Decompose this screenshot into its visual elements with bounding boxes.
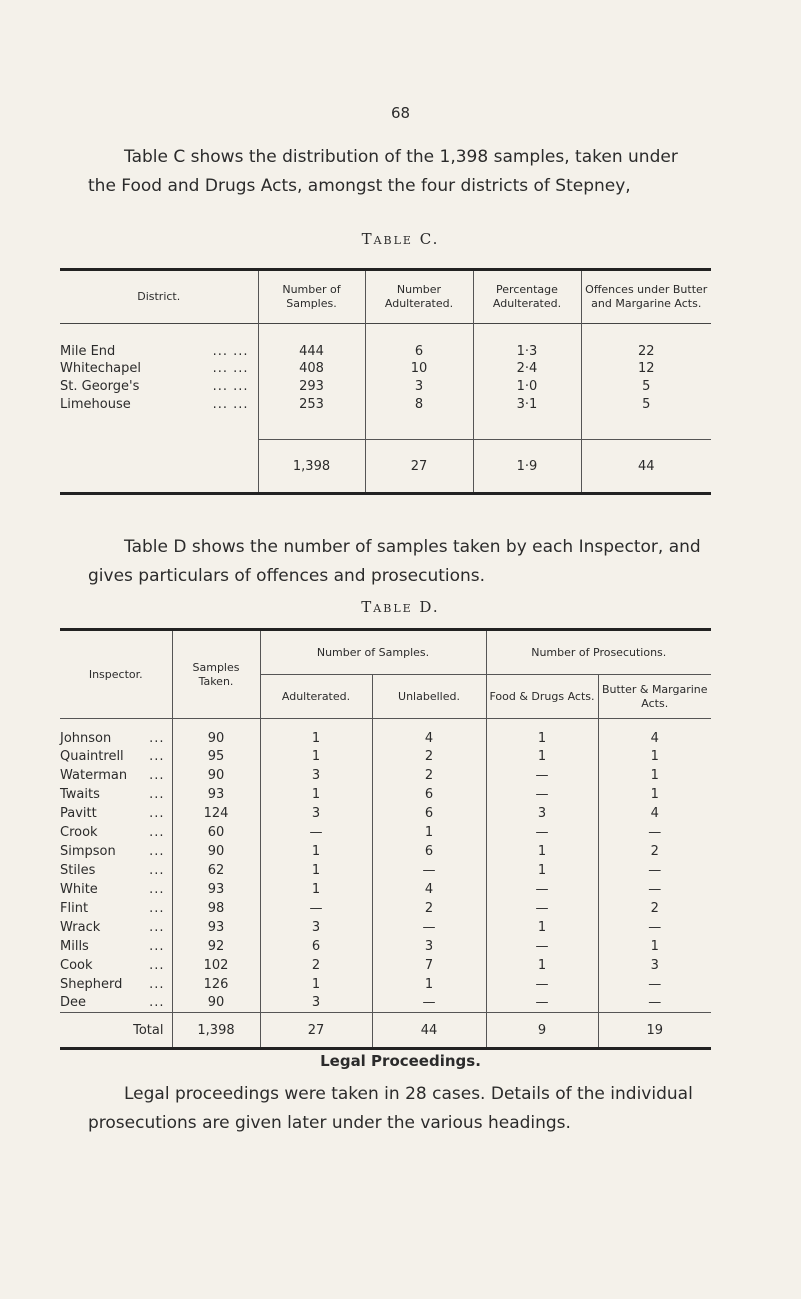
- table-cell-unlabelled: 1: [372, 975, 486, 994]
- table-row: [60, 719, 711, 747]
- table-cell-samples: 444: [258, 324, 365, 360]
- leader-dots: ...: [149, 957, 165, 973]
- table-cell-taken: 62: [172, 861, 260, 880]
- totals-row: [60, 1013, 711, 1049]
- inspector-cell: [60, 766, 172, 785]
- table-cell-offences: 12: [637, 361, 655, 376]
- table-cell-unlabelled: 6: [372, 804, 486, 823]
- inspector-name: Twaits: [60, 786, 100, 802]
- table-cell-percentage: 1·3: [473, 324, 581, 360]
- total-offences: 44: [637, 458, 655, 474]
- table-cell-adulterated: 2: [260, 956, 372, 975]
- district-cell: [60, 324, 258, 360]
- inspector-name: Mills: [60, 938, 89, 954]
- table-cell-unlabelled: 3: [372, 937, 486, 956]
- total-food: 9: [486, 1013, 598, 1049]
- table-cell-butter: —: [648, 995, 662, 1011]
- leader-dots: ...: [149, 976, 165, 992]
- table-cell-samples: 293: [258, 378, 365, 396]
- empty-cell: [60, 440, 258, 494]
- leader-dots: ... ...: [212, 343, 249, 359]
- table-cell-taken: 102: [172, 956, 260, 975]
- table-cell-taken: 93: [172, 880, 260, 899]
- table-cell-adulterated: 1: [260, 975, 372, 994]
- table-cell-unlabelled: 6: [372, 842, 486, 861]
- table-d: [60, 628, 711, 1050]
- table-cell-offences: 22: [637, 343, 655, 359]
- spacer-cell: [581, 414, 711, 440]
- inspector-cell: [60, 861, 172, 880]
- table-cell-food: 1: [486, 956, 598, 975]
- district-cell: [60, 360, 258, 378]
- table-cell-butter: 4: [650, 730, 659, 746]
- table-cell-adulterated: —: [260, 823, 372, 842]
- inspector-cell: [60, 880, 172, 899]
- leader-dots: ...: [149, 938, 165, 954]
- leader-dots: ...: [149, 881, 165, 897]
- table-cell-butter: —: [648, 976, 662, 992]
- table-d-header-inspector: Inspector.: [60, 630, 172, 719]
- district-cell: [60, 396, 258, 414]
- table-d-header-number-of-samples: Number of Samples.: [260, 630, 486, 675]
- inspector-cell: [60, 975, 172, 994]
- table-cell-food: —: [486, 899, 598, 918]
- inspector-name: Cook: [60, 957, 93, 973]
- table-cell-adulterated: 1: [260, 719, 372, 747]
- table-cell-taken: 90: [172, 766, 260, 785]
- inspector-name: Quaintrell: [60, 748, 124, 764]
- inspector-cell: [60, 899, 172, 918]
- table-cell-taken: 60: [172, 823, 260, 842]
- table-cell-food: 1: [486, 719, 598, 747]
- table-cell-food: —: [486, 880, 598, 899]
- table-row: [60, 396, 711, 414]
- table-cell-offences: 5: [642, 397, 651, 412]
- table-cell-butter: —: [648, 824, 662, 840]
- inspector-cell: [60, 719, 172, 747]
- table-row: [60, 747, 711, 766]
- inspector-name: Flint: [60, 900, 89, 916]
- leader-dots: ...: [149, 767, 165, 783]
- table-c-caption: Table C.: [361, 230, 440, 248]
- inspector-name: White: [60, 881, 98, 897]
- district-name: Whitechapel: [60, 361, 142, 376]
- table-row: [60, 823, 711, 842]
- district-name: St. George's: [60, 379, 140, 394]
- table-row: [60, 842, 711, 861]
- leader-dots: ...: [149, 919, 165, 935]
- table-cell-percentage: 3·1: [473, 396, 581, 414]
- table-cell-taken: 93: [172, 785, 260, 804]
- total-label: Total: [60, 1013, 172, 1049]
- table-c: [60, 268, 711, 495]
- table-cell-samples: 253: [258, 396, 365, 414]
- leader-dots: ...: [149, 824, 165, 840]
- table-cell-butter: 4: [650, 805, 659, 821]
- leader-dots: ...: [149, 900, 165, 916]
- total-butter: 19: [646, 1022, 664, 1038]
- leader-dots: ... ...: [212, 397, 249, 412]
- inspector-cell: [60, 842, 172, 861]
- table-cell-butter: 3: [650, 957, 659, 973]
- table-cell-taken: 90: [172, 719, 260, 747]
- inspector-cell: [60, 937, 172, 956]
- table-d-header-prosecutions: Number of Prosecutions.: [486, 630, 711, 675]
- table-cell-food: —: [486, 975, 598, 994]
- intro-table-d-text: Table D shows the number of samples taken by each Inspector, and gives particulars of offences and prosecutions.: [88, 537, 701, 586]
- total-adulterated: 27: [365, 440, 473, 494]
- table-cell-taken: 93: [172, 918, 260, 937]
- table-cell-unlabelled: 2: [372, 766, 486, 785]
- inspector-name: Crook: [60, 824, 98, 840]
- table-cell-butter: 1: [650, 748, 659, 764]
- inspector-name: Wrack: [60, 919, 101, 935]
- table-row: [60, 766, 711, 785]
- legal-proceedings-paragraph: [88, 1080, 708, 1138]
- intro-table-c: [88, 143, 708, 201]
- total-percentage: 1·9: [473, 440, 581, 494]
- legal-proceedings-heading: Legal Proceedings.: [320, 1052, 481, 1070]
- table-cell-butter: 1: [650, 767, 659, 783]
- table-row: [60, 804, 711, 823]
- leader-dots: ...: [149, 805, 165, 821]
- table-cell-unlabelled: —: [372, 918, 486, 937]
- table-cell-food: —: [486, 937, 598, 956]
- inspector-cell: [60, 956, 172, 975]
- spacer-row: [60, 414, 711, 440]
- inspector-name: Pavitt: [60, 805, 97, 821]
- table-cell-adulterated: 6: [260, 937, 372, 956]
- table-d-sub-adulterated: Adulterated.: [260, 675, 372, 719]
- leader-dots: ...: [149, 730, 165, 746]
- leader-dots: ...: [149, 748, 165, 764]
- inspector-cell: [60, 785, 172, 804]
- table-cell-food: —: [486, 994, 598, 1013]
- table-cell-adulterated: 10: [365, 360, 473, 378]
- table-cell-percentage: 1·0: [473, 378, 581, 396]
- table-cell-percentage: 2·4: [473, 360, 581, 378]
- table-row: [60, 994, 711, 1013]
- table-cell-unlabelled: —: [372, 861, 486, 880]
- inspector-name: Waterman: [60, 767, 128, 783]
- total-samples: 1,398: [258, 440, 365, 494]
- table-cell-unlabelled: 6: [372, 785, 486, 804]
- table-row: [60, 360, 711, 378]
- district-name: Limehouse: [60, 397, 131, 412]
- total-adulterated: 27: [260, 1013, 372, 1049]
- table-cell-taken: 124: [172, 804, 260, 823]
- table-cell-adulterated: 1: [260, 880, 372, 899]
- total-unlabelled: 44: [372, 1013, 486, 1049]
- inspector-name: Shepherd: [60, 976, 123, 992]
- table-cell-adulterated: 1: [260, 747, 372, 766]
- table-c-header-samples: Number of Samples.: [258, 270, 365, 324]
- table-cell-food: —: [486, 785, 598, 804]
- table-cell-food: —: [486, 823, 598, 842]
- table-row: [60, 956, 711, 975]
- spacer-cell: [60, 414, 258, 440]
- table-cell-unlabelled: —: [372, 994, 486, 1013]
- table-cell-food: 1: [486, 747, 598, 766]
- table-cell-adulterated: 1: [260, 842, 372, 861]
- inspector-cell: [60, 804, 172, 823]
- table-cell-food: 3: [486, 804, 598, 823]
- table-cell-samples: 408: [258, 360, 365, 378]
- table-cell-unlabelled: 2: [372, 899, 486, 918]
- table-cell-adulterated: 3: [260, 918, 372, 937]
- spacer-cell: [365, 414, 473, 440]
- table-cell-adulterated: 3: [260, 766, 372, 785]
- table-row: [60, 880, 711, 899]
- table-cell-food: —: [486, 766, 598, 785]
- table-cell-adulterated: 1: [260, 861, 372, 880]
- table-d-header-samples-taken: Samples Taken.: [172, 630, 260, 719]
- table-c-header-district: District.: [60, 270, 258, 324]
- table-cell-taken: 126: [172, 975, 260, 994]
- table-cell-unlabelled: 1: [372, 823, 486, 842]
- totals-row: [60, 440, 711, 494]
- inspector-name: Simpson: [60, 843, 116, 859]
- table-cell-butter: 2: [650, 843, 659, 859]
- table-cell-adulterated: 8: [365, 396, 473, 414]
- district-name: Mile End: [60, 343, 116, 359]
- table-d-sub-food-drugs: Food & Drugs Acts.: [486, 675, 598, 719]
- table-cell-butter: 2: [650, 900, 659, 916]
- inspector-name: Dee: [60, 995, 87, 1011]
- intro-table-d: [88, 533, 708, 591]
- district-cell: [60, 378, 258, 396]
- table-cell-butter: 1: [650, 938, 659, 954]
- inspector-cell: [60, 918, 172, 937]
- table-cell-adulterated: —: [260, 899, 372, 918]
- table-cell-taken: 95: [172, 747, 260, 766]
- inspector-cell: [60, 747, 172, 766]
- leader-dots: ...: [149, 843, 165, 859]
- table-cell-unlabelled: 4: [372, 880, 486, 899]
- table-row: [60, 899, 711, 918]
- table-cell-adulterated: 3: [365, 378, 473, 396]
- legal-proceedings-text: Legal proceedings were taken in 28 cases. Details of the individual prosecutions are given later under the various headings.: [88, 1084, 693, 1133]
- leader-dots: ...: [149, 995, 165, 1011]
- leader-dots: ... ...: [212, 361, 249, 376]
- total-taken: 1,398: [172, 1013, 260, 1049]
- table-d-sub-butter-margarine: Butter & Margarine Acts.: [601, 682, 708, 710]
- leader-dots: ...: [149, 786, 165, 802]
- table-c-header-offences: Offences under Butter and Margarine Acts.: [585, 283, 708, 310]
- table-cell-food: 1: [486, 918, 598, 937]
- table-cell-adulterated: 6: [365, 324, 473, 360]
- table-cell-adulterated: 3: [260, 994, 372, 1013]
- inspector-name: Stiles: [60, 862, 96, 878]
- table-cell-adulterated: 1: [260, 785, 372, 804]
- table-d-caption: Table D.: [361, 598, 440, 616]
- table-cell-unlabelled: 4: [372, 719, 486, 747]
- page-number: 68: [390, 104, 411, 122]
- spacer-cell: [473, 414, 581, 440]
- table-cell-taken: 90: [172, 994, 260, 1013]
- table-row: [60, 861, 711, 880]
- table-cell-butter: —: [648, 862, 662, 878]
- table-cell-butter: —: [648, 881, 662, 897]
- spacer-cell: [258, 414, 365, 440]
- inspector-name: Johnson: [60, 730, 112, 746]
- table-row: [60, 785, 711, 804]
- table-c-header-percentage: Percentage Adulterated.: [473, 270, 581, 324]
- inspector-cell: [60, 823, 172, 842]
- table-row: [60, 937, 711, 956]
- table-d-sub-unlabelled: Unlabelled.: [372, 675, 486, 719]
- table-cell-butter: 1: [650, 786, 659, 802]
- table-cell-taken: 92: [172, 937, 260, 956]
- table-cell-food: 1: [486, 861, 598, 880]
- table-cell-unlabelled: 7: [372, 956, 486, 975]
- table-cell-butter: —: [648, 919, 662, 935]
- table-row: [60, 378, 711, 396]
- table-row: [60, 918, 711, 937]
- table-row: [60, 975, 711, 994]
- intro-table-c-text: Table C shows the distribution of the 1,398 samples, taken under the Food and Drugs Acts, amongst the four districts of Stepney,: [88, 147, 678, 196]
- table-cell-taken: 98: [172, 899, 260, 918]
- table-cell-taken: 90: [172, 842, 260, 861]
- leader-dots: ... ...: [212, 379, 249, 394]
- table-c-header-adulterated: Number Adulterated.: [365, 270, 473, 324]
- leader-dots: ...: [149, 862, 165, 878]
- table-cell-offences: 5: [642, 379, 651, 394]
- inspector-cell: [60, 994, 172, 1013]
- table-cell-unlabelled: 2: [372, 747, 486, 766]
- table-cell-adulterated: 3: [260, 804, 372, 823]
- table-row: [60, 324, 711, 360]
- table-cell-food: 1: [486, 842, 598, 861]
